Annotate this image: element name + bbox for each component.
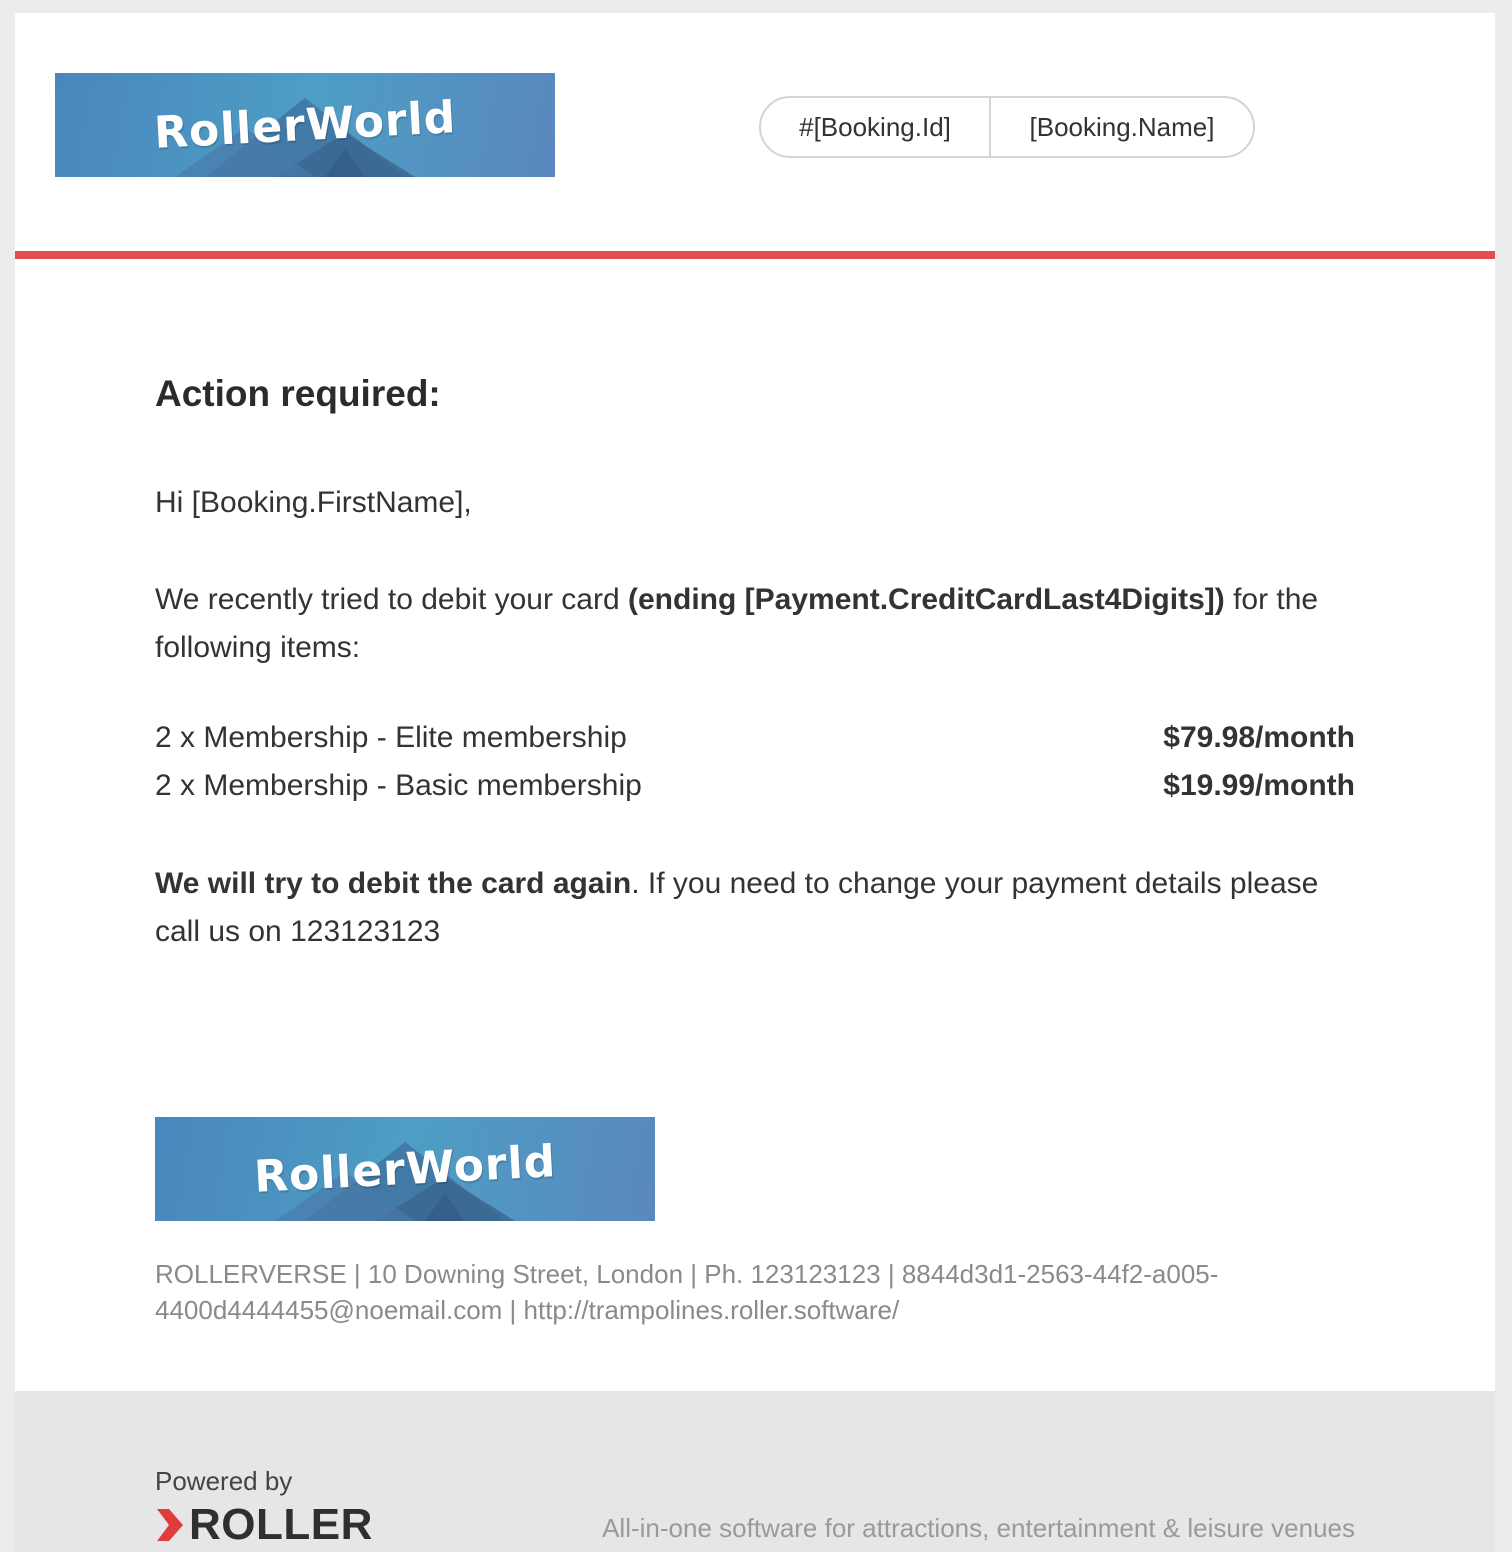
item-price: $19.99/month xyxy=(1163,769,1355,802)
powered-by-label: Powered by xyxy=(155,1466,293,1496)
header-divider xyxy=(15,251,1495,259)
email-header xyxy=(15,13,1495,251)
item-label: 2 x Membership - Elite membership xyxy=(155,721,627,754)
booking-reference-pill xyxy=(759,96,1255,158)
intro-suffix: for the following items: xyxy=(155,583,1319,664)
retry-suffix: . If you need to change your payment details please call us on 123123123 xyxy=(155,867,1319,948)
page-title: Action required: xyxy=(155,373,441,414)
footer-rollerworld-logo xyxy=(155,1117,655,1221)
list-item xyxy=(155,762,1355,810)
email-card xyxy=(15,13,1495,1552)
list-item xyxy=(155,714,1355,762)
retry-paragraph xyxy=(155,860,1325,956)
logo-wordmark: RollerWorld xyxy=(252,1135,558,1203)
intro-paragraph xyxy=(155,576,1325,672)
venue-address: ROLLERVERSE | 10 Downing Street, London | Ph. 123123123 | 8844d3d1-2563-44f2-a005-4400d4444455@noemail.com | http://trampolines.roller.software/ xyxy=(155,1259,1219,1325)
rollerworld-logo xyxy=(55,73,555,177)
message-body xyxy=(155,369,1355,948)
intro-prefix: We recently tried to debit your card xyxy=(155,583,628,616)
booking-name: [Booking.Name] xyxy=(1029,111,1215,142)
roller-chevron-icon xyxy=(155,1505,185,1545)
item-label: 2 x Membership - Basic membership xyxy=(155,769,642,802)
item-price: $79.98/month xyxy=(1163,721,1355,754)
powered-footer xyxy=(15,1391,1495,1552)
logo-wordmark: RollerWorld xyxy=(152,91,458,159)
roller-tagline: All-in-one software for attractions, entertainment & leisure venues xyxy=(602,1513,1355,1543)
retry-notice: We will try to debit the card again xyxy=(155,867,632,900)
greeting: Hi [Booking.FirstName], xyxy=(155,486,472,519)
roller-wordmark: ROLLER xyxy=(189,1500,373,1549)
booking-id: #[Booking.Id] xyxy=(761,98,991,156)
roller-brand-logo[interactable] xyxy=(155,1500,373,1549)
items-list xyxy=(155,714,1355,810)
card-ending: (ending [Payment.CreditCardLast4Digits]) xyxy=(628,583,1225,616)
